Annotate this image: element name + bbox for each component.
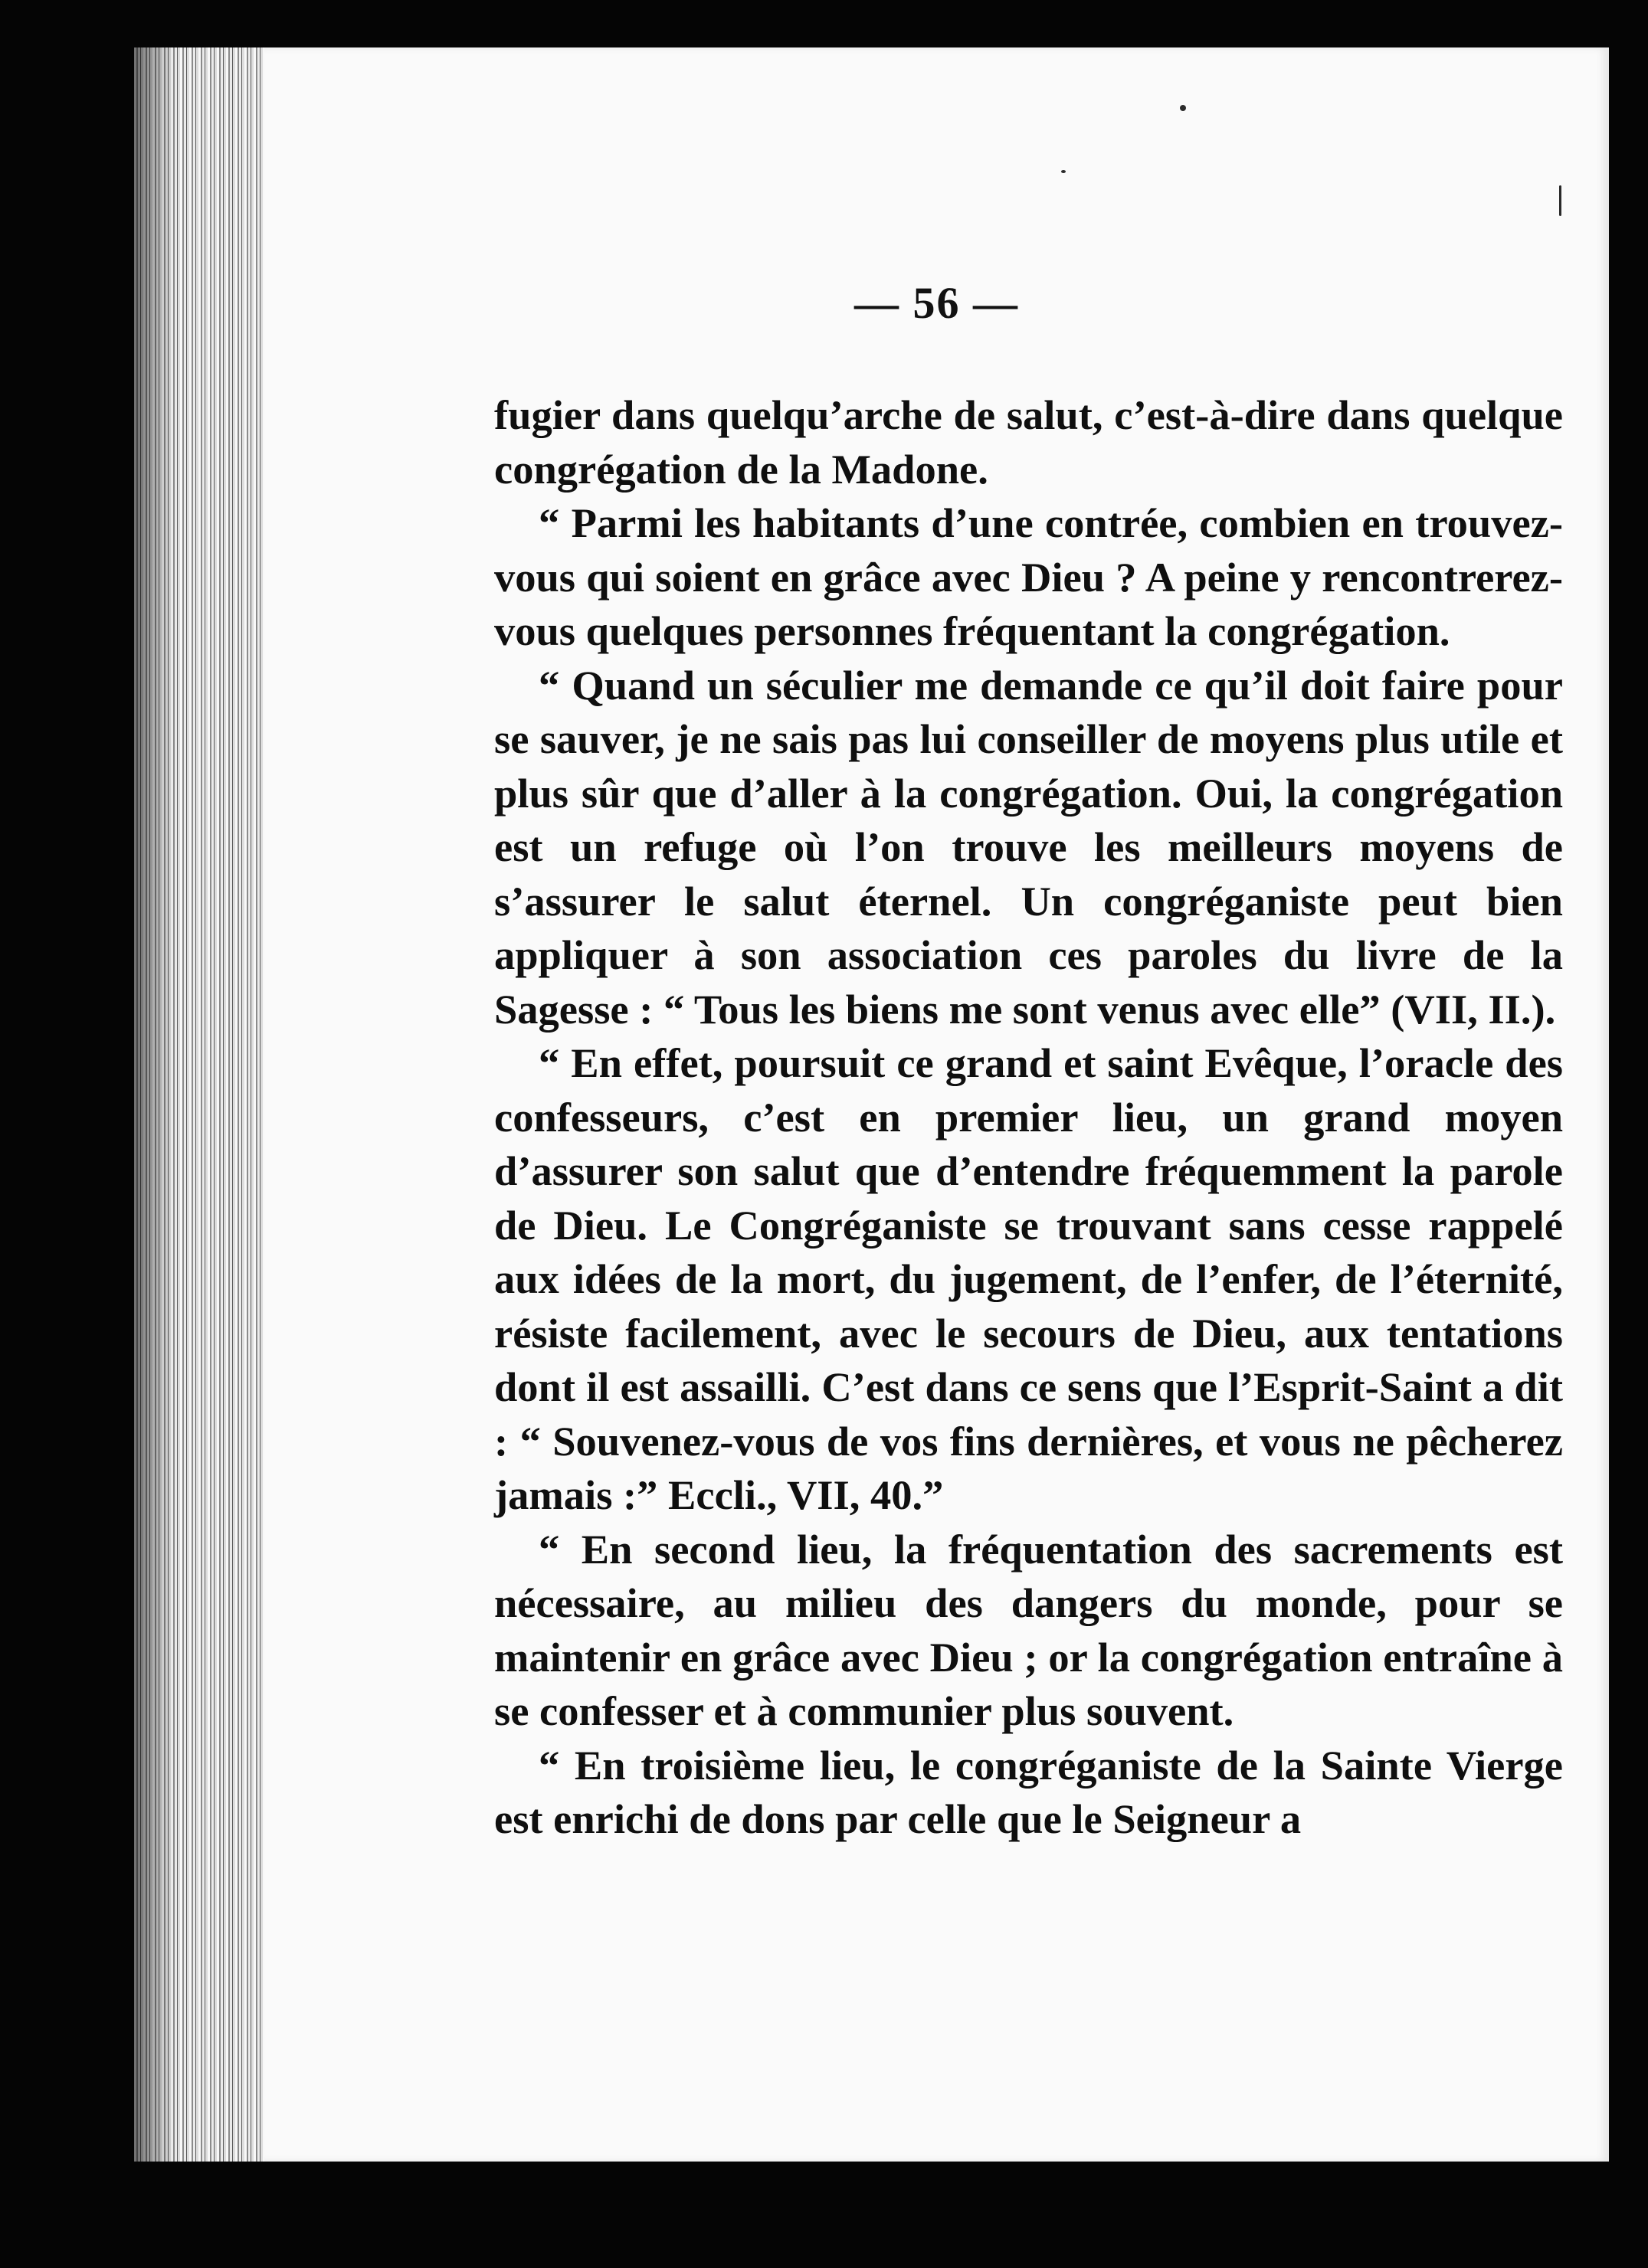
book-page xyxy=(264,47,1609,2162)
paragraph-4: “ En effet, poursuit ce grand et saint Evêque, l’oracle des confesseurs, c’est en premier lieu, un grand moyen d’assurer son salut que d’entendre fréquemment la parole de Dieu. Le Congréganiste se trouvant sans cesse rappelé aux idées de la mort, du jugement, de l’enfer, de l’éternité, résiste facilement, avec le secours de Dieu, aux tentations dont il est assailli. C’est dans ce sens que l’Esprit-Saint a dit : “ Souvenez-vous de vos fins dernières, et vous ne pêcherez jamais :” Eccli., VII, 40.” xyxy=(494,1039,1563,1518)
scan-speck xyxy=(1180,105,1186,111)
paragraph-6: “ En troisième lieu, le congréganiste de la Sainte Vierge est enrichi de dons par celle que le Seigneur a xyxy=(494,1741,1563,1842)
scan-speck xyxy=(1061,170,1066,173)
paragraph-2: “ Parmi les habitants d’une contrée, combien en trouvez-vous qui soient en grâce avec Dieu ? A peine y rencontrerez-vous quelques personnes fréquentant la congrégation. xyxy=(494,499,1563,654)
page-edge-shadow xyxy=(134,47,176,2162)
scan-speck xyxy=(1559,185,1561,216)
page-number: — 56 — xyxy=(854,278,1019,328)
paragraph-1: fugier dans quelqu’arche de salut, c’est-à-dire dans quelque congrégation de la Madone. xyxy=(494,391,1563,493)
paragraph-3: “ Quand un séculier me demande ce qu’il doit faire pour se sauver, je ne sais pas lui conseiller de moyens plus utile et plus sûr que d’aller à la congrégation. Oui, la congrégation est un refuge où l’on trouve les meilleurs moyens de s’assurer le salut éternel. Un congréganiste peut bien appliquer à son association ces paroles du livre de la Sagesse : “ Tous les biens me sont venus avec elle” (VII, II.). xyxy=(494,661,1563,1033)
page-body-text xyxy=(494,388,1563,1847)
paragraph-5: “ En second lieu, la fréquentation des sacrements est nécessaire, au milieu des dangers du monde, pour se maintenir en grâce avec Dieu ; or la congrégation entraîne à se confesser et à communier plus souvent. xyxy=(494,1525,1563,1734)
